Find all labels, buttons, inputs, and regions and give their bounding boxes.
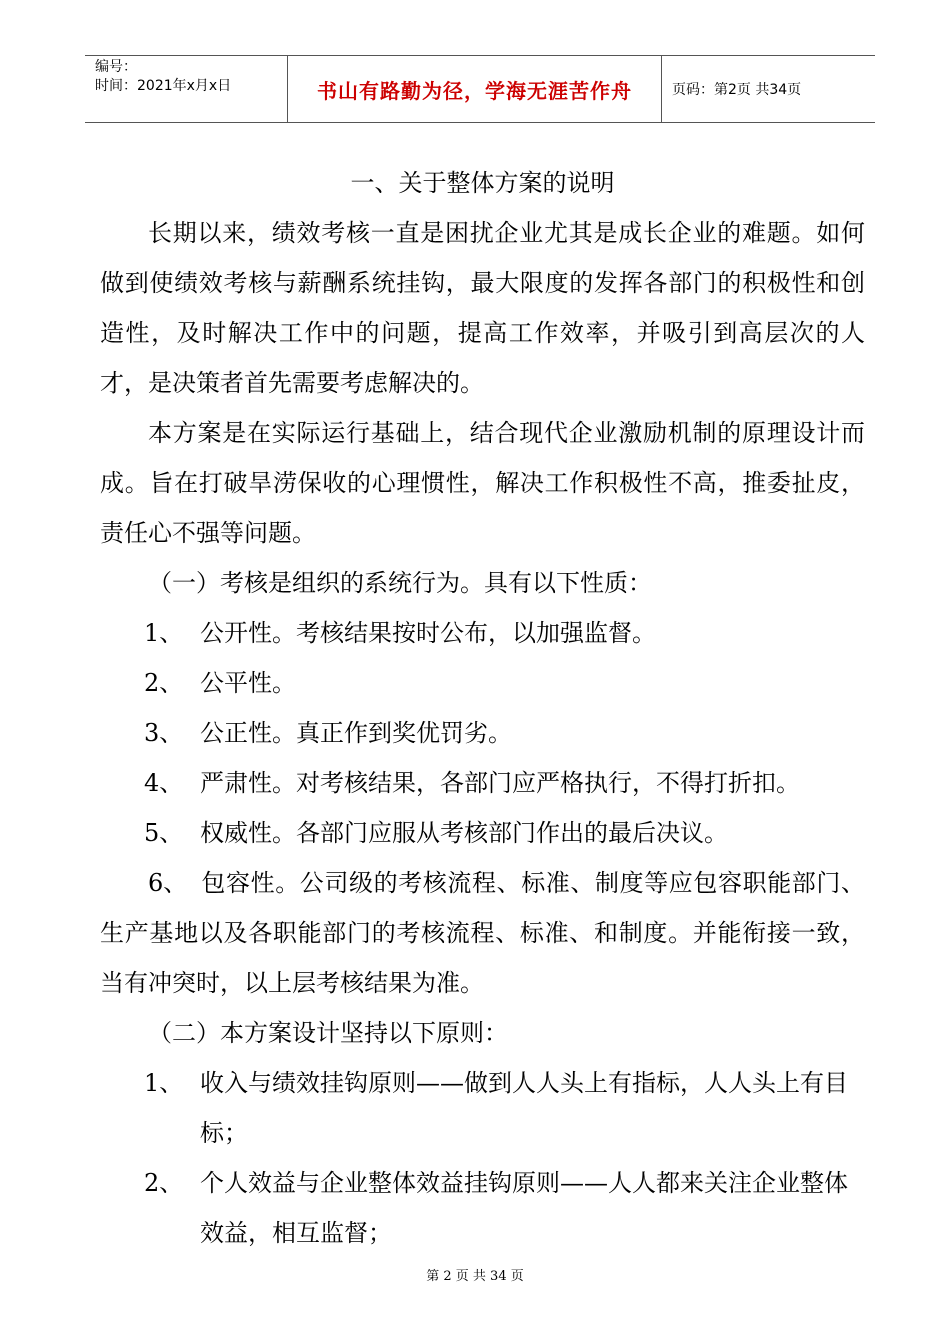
list-item-text: 公平性。: [200, 669, 296, 697]
list-item: [100, 758, 865, 808]
list-item-number: 6、: [148, 869, 188, 897]
list-item-number: 4、: [144, 769, 184, 797]
list-item-text: 个人效益与企业整体效益挂钩原则——人人都来关注企业整体效益，相互监督；: [200, 1169, 848, 1247]
list-item-text: 公正性。真正作到奖优罚劣。: [200, 719, 512, 747]
subsection-title-principles: （二）本方案设计坚持以下原则：: [148, 1019, 508, 1047]
list-item-number: 1、: [144, 1069, 184, 1097]
list-item-number: 2、: [144, 669, 184, 697]
header-meta: [85, 56, 287, 122]
list-item: [100, 1158, 865, 1258]
paragraph-purpose: 本方案是在实际运行基础上，结合现代企业激励机制的原理设计而成。旨在打破旱涝保收的心理惯性，解决工作积极性不高，推委扯皮，责任心不强等问题。: [100, 419, 865, 547]
list-item-number: 2、: [144, 1169, 184, 1197]
list-item: [100, 658, 865, 708]
document-body: [100, 158, 865, 1258]
header-motto: 书山有路勤为径，学海无涯苦作舟: [287, 56, 662, 122]
list-item-text: 包容性。公司级的考核流程、标准、制度等应包容职能部门、生产基地以及各职能部门的考核流程、标准、和制度。并能衔接一致，当有冲突时，以上层考核结果为准。: [100, 869, 865, 997]
list-item-number: 3、: [144, 719, 184, 747]
list-item: [100, 808, 865, 858]
list-item: [100, 708, 865, 758]
list-item-text: 收入与绩效挂钩原则——做到人人头上有指标，人人头上有目标；: [200, 1069, 848, 1147]
document-number-label: 编号：: [95, 59, 137, 75]
list-item: [100, 608, 865, 658]
list-item-wrapped: [100, 858, 865, 1008]
page-footer: 第 2 页 共 34 页: [426, 1269, 524, 1284]
list-item-number: 1、: [144, 619, 184, 647]
subsection-title-properties: （一）考核是组织的系统行为。具有以下性质：: [148, 569, 652, 597]
section-title: 一、关于整体方案的说明: [350, 169, 615, 197]
page-header: [85, 55, 875, 123]
header-page-info: 页码：第2页 共34页: [672, 82, 802, 98]
document-time: 时间：2021年x月x日: [95, 78, 232, 94]
paragraph-intro: 长期以来，绩效考核一直是困扰企业尤其是成长企业的难题。如何做到使绩效考核与薪酬系统挂钩，最大限度的发挥各部门的积极性和创造性，及时解决工作中的问题，提高工作效率，并吸引到高层次的人才，是决策者首先需要考虑解决的。: [100, 219, 865, 397]
list-item-text: 权威性。各部门应服从考核部门作出的最后决议。: [200, 819, 728, 847]
list-item-text: 公开性。考核结果按时公布，以加强监督。: [200, 619, 656, 647]
list-item-text: 严肃性。对考核结果，各部门应严格执行，不得打折扣。: [200, 769, 800, 797]
list-item-number: 5、: [144, 819, 184, 847]
list-item: [100, 1058, 865, 1158]
